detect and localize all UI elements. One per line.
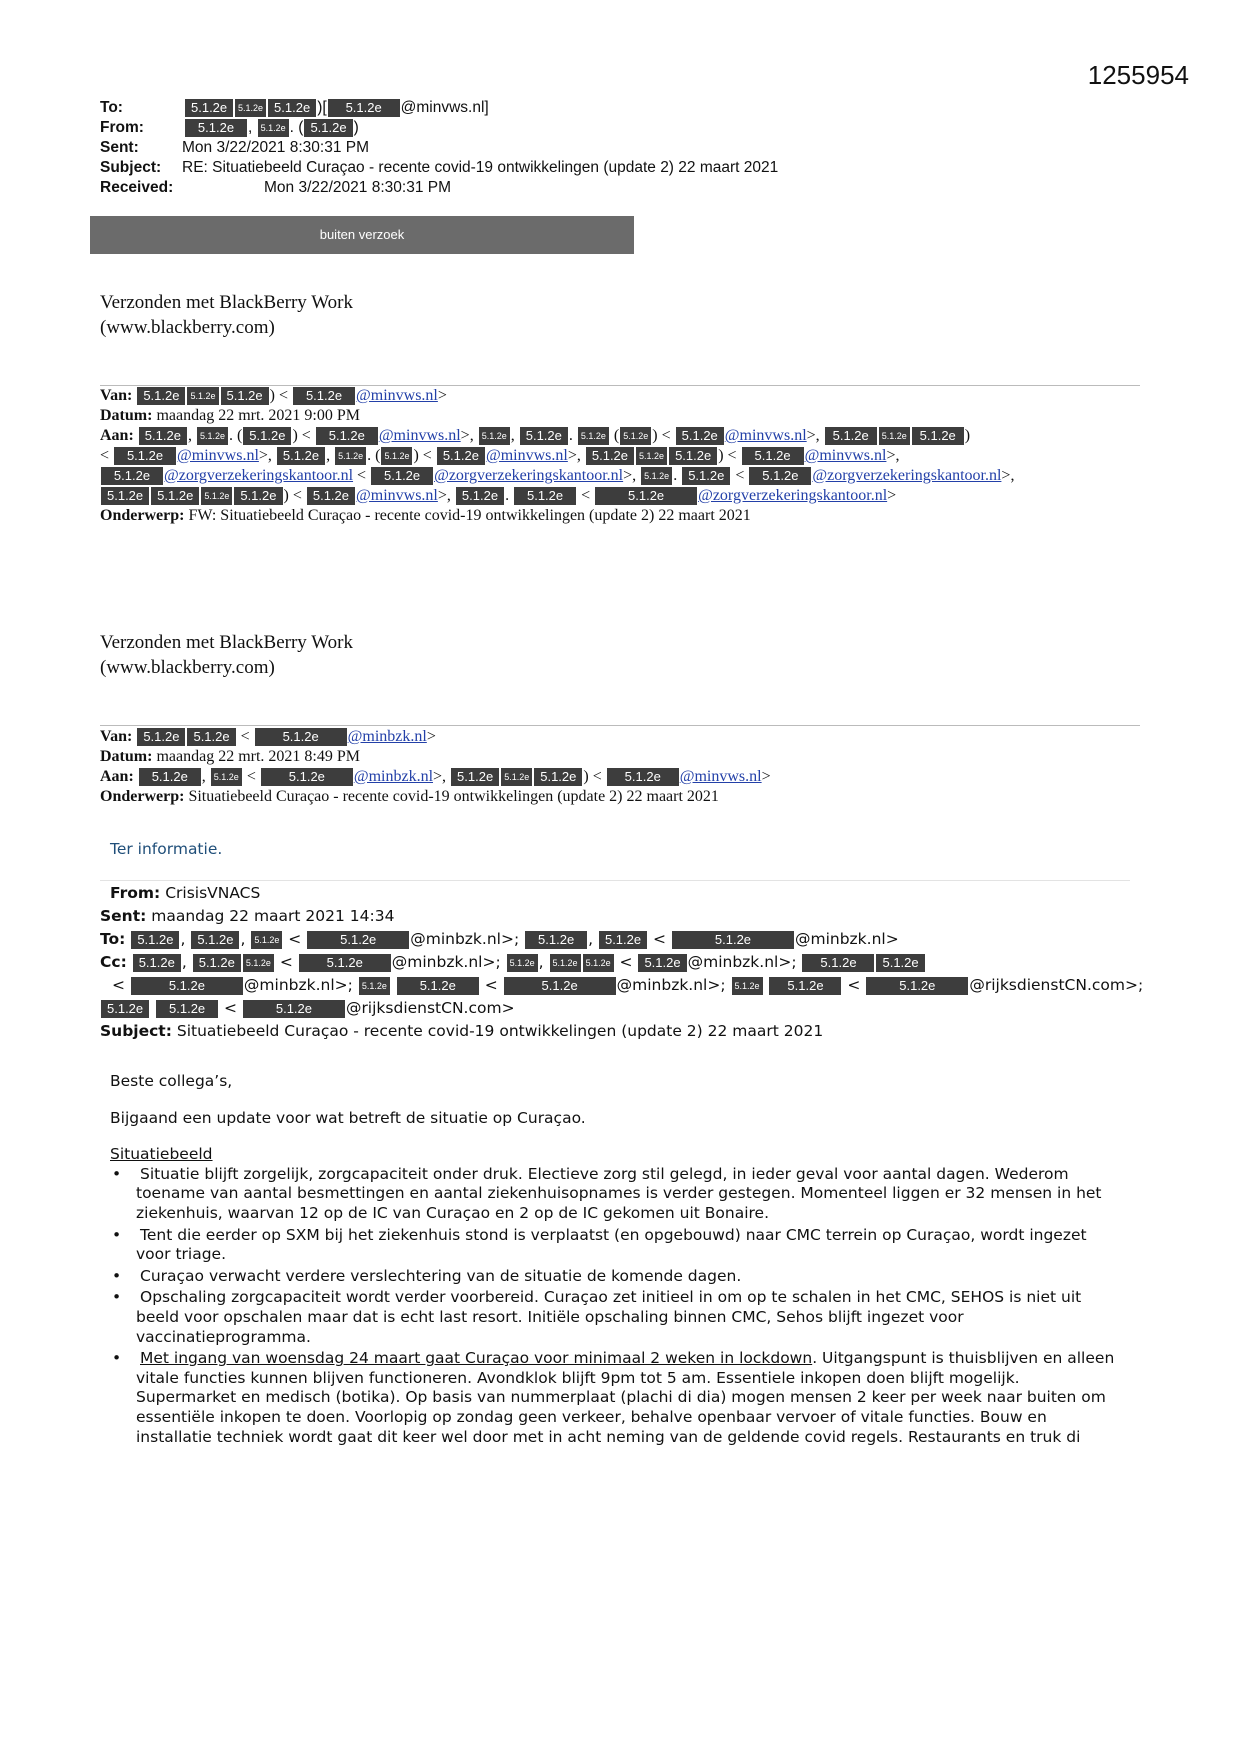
- subject-value: Situatiebeeld Curaçao - recente covid-19 ontwikkelingen (update 2) 22 maart 2021: [176, 1022, 824, 1040]
- email-link[interactable]: @zorgverzekeringskantoor.nl: [698, 487, 888, 504]
- bullet-line: ziekenhuis, waarvan 12 op de IC van Curaçao en 2 op de IC gekomen uit Bonaire.: [136, 1203, 769, 1222]
- bullet-line: • Situatie blijft zorgelijk, zorgcapaciteit onder druk. Electieve zorg stil gelegd, in ieder geval voor aantal dagen. Wederom: [140, 1164, 1069, 1183]
- document-number: 1255954: [1087, 60, 1189, 90]
- redaction: 5.1.2e: [742, 447, 804, 465]
- redaction: 5.1.2e: [451, 768, 499, 786]
- list-item: [100, 1349, 1140, 1447]
- redaction: 5.1.2e: [504, 977, 616, 995]
- subject-label: Subject:: [100, 1022, 172, 1040]
- redaction: 5.1.2e: [185, 99, 233, 117]
- redaction: 5.1.2e: [268, 99, 316, 117]
- redaction: 5.1.2e: [550, 954, 581, 972]
- redaction: 5.1.2e: [261, 768, 353, 786]
- email-link[interactable]: @zorgverzekeringskantoor.nl: [164, 467, 354, 484]
- divider: [100, 725, 1140, 726]
- redaction: 5.1.2e: [191, 931, 239, 949]
- to-domain: @minvws.nl]: [400, 99, 489, 116]
- redaction: 5.1.2e: [307, 487, 355, 505]
- email-link[interactable]: @minvws.nl: [679, 768, 762, 785]
- list-item: [100, 1267, 1140, 1287]
- to-label: To:: [100, 930, 126, 948]
- redaction: 5.1.2e: [583, 954, 614, 972]
- van-row: Van: 5.1.2e 5.1.2e 5.1.2e ) < 5.1.2e @minvws.nl>: [100, 387, 447, 404]
- redaction: 5.1.2e: [676, 427, 724, 445]
- redaction: 5.1.2e: [607, 768, 679, 786]
- bullet-line: Supermarket en medisch (botika). Op basis van nummerplaat (plachi di dia) mogen mensen 2 keer per week naar buiten om: [136, 1388, 1106, 1407]
- to-row: To: 5.1.2e 5.1.2e 5.1.2e )[ 5.1.2e @minvws.nl]: [100, 99, 489, 116]
- from-label: From:: [100, 119, 144, 136]
- redaction: 5.1.2e: [151, 487, 199, 505]
- bullet-list: [100, 1165, 1140, 1447]
- signature-line-1: Verzonden met BlackBerry Work: [100, 632, 353, 653]
- redaction: 5.1.2e: [586, 447, 634, 465]
- signature-line-1: Verzonden met BlackBerry Work: [100, 292, 353, 313]
- redaction: 5.1.2e: [235, 99, 266, 117]
- van-label: Van:: [100, 728, 133, 745]
- subject-label: Subject:: [100, 159, 162, 176]
- van-row: Van: 5.1.2e 5.1.2e < 5.1.2e @minbzk.nl>: [100, 728, 436, 745]
- email-link[interactable]: @minvws.nl: [177, 447, 259, 464]
- sent-value: Mon 3/22/2021 8:30:31 PM: [182, 139, 369, 156]
- bullet-line: beeld voor opschalen maar dat is echt last resort. Initiële opschaling binnen CMC, Sehos blijft ingezet voor: [136, 1307, 964, 1326]
- datum-value: maandag 22 mrt. 2021 9:00 PM: [156, 407, 360, 424]
- email-link[interactable]: @minbzk.nl: [353, 768, 434, 785]
- greeting: Beste collega’s,: [110, 1072, 233, 1090]
- redaction: 5.1.2e: [335, 447, 366, 465]
- redaction: 5.1.2e: [185, 119, 247, 137]
- from-label: From:: [110, 884, 161, 902]
- redaction: 5.1.2e: [672, 931, 794, 949]
- email-link[interactable]: @minvws.nl: [804, 447, 887, 464]
- datum-value: maandag 22 mrt. 2021 8:49 PM: [156, 748, 360, 765]
- email-link[interactable]: @minvws.nl: [378, 427, 461, 444]
- redaction: 5.1.2e: [258, 119, 289, 137]
- redaction: 5.1.2e: [243, 427, 291, 445]
- redaction: 5.1.2e: [876, 954, 924, 972]
- email-domain: @rijksdienstCN.com: [969, 976, 1125, 994]
- email-link[interactable]: @minvws.nl: [724, 427, 807, 444]
- to-label: To:: [100, 99, 123, 116]
- bullet-line-rest: . Uitgangspunt is thuisblijven en alleen: [812, 1349, 1115, 1368]
- email-domain: @minbzk.nl: [243, 976, 335, 994]
- aan-row: Aan: 5.1.2e , 5.1.2e < 5.1.2e @minbzk.nl>, 5.1.2e 5.1.2e 5.1.2e ) < 5.1.2e @minvws.nl>: [100, 768, 771, 785]
- redaction: 5.1.2e: [371, 467, 433, 485]
- redaction: 5.1.2e: [595, 487, 697, 505]
- cc-label: Cc:: [100, 953, 127, 971]
- redaction: 5.1.2e: [243, 1000, 345, 1018]
- aan-label: Aan:: [100, 768, 134, 785]
- redaction: 5.1.2e: [620, 427, 651, 445]
- redaction: 5.1.2e: [507, 954, 538, 972]
- intro-text: Bijgaand een update voor wat betreft de situatie op Curaçao.: [110, 1108, 586, 1127]
- redaction: 5.1.2e: [201, 487, 232, 505]
- redaction: 5.1.2e: [137, 728, 185, 746]
- redaction: 5.1.2e: [304, 119, 352, 137]
- redaction: 5.1.2e: [139, 427, 187, 445]
- redaction: 5.1.2e: [251, 931, 282, 949]
- redaction: 5.1.2e: [328, 99, 400, 117]
- cc-row-2: < 5.1.2e @minbzk.nl>; 5.1.2e 5.1.2e < 5.1.2e @minbzk.nl>; 5.1.2e 5.1.2e < 5.1.2e @rijksdienstCN.com>;: [112, 976, 1144, 994]
- redaction: 5.1.2e: [749, 467, 811, 485]
- onderwerp-row: [100, 506, 1014, 526]
- redaction: 5.1.2e: [197, 427, 228, 445]
- email-link[interactable]: @zorgverzekeringskantoor.nl: [812, 467, 1002, 484]
- redaction: 5.1.2e: [193, 954, 241, 972]
- received-row: [100, 178, 778, 198]
- redaction: 5.1.2e: [769, 977, 841, 995]
- redaction: 5.1.2e: [255, 728, 347, 746]
- onderwerp-label: Onderwerp:: [100, 507, 185, 524]
- redaction: 5.1.2e: [682, 467, 730, 485]
- redaction: 5.1.2e: [501, 768, 532, 786]
- redaction: 5.1.2e: [307, 931, 409, 949]
- redaction: 5.1.2e: [912, 427, 964, 445]
- redaction: 5.1.2e: [456, 487, 504, 505]
- redaction: 5.1.2e: [879, 427, 910, 445]
- van-label: Van:: [100, 387, 133, 404]
- sent-label: Sent:: [100, 907, 147, 925]
- section-heading: Situatiebeeld: [110, 1145, 213, 1164]
- from-row: From: 5.1.2e , 5.1.2e . ( 5.1.2e ): [100, 119, 359, 136]
- list-item: [100, 1165, 1140, 1224]
- received-label: Received:: [100, 179, 174, 196]
- redaction: 5.1.2e: [359, 977, 390, 995]
- signature-1: [100, 290, 353, 340]
- redaction: 5.1.2e: [234, 487, 282, 505]
- email-domain: @rijksdienstCN.com: [345, 999, 502, 1017]
- onderwerp-value: Situatiebeeld Curaçao - recente covid-19 ontwikkelingen (update 2) 22 maart 2021: [188, 788, 719, 805]
- cc-row: Cc: 5.1.2e , 5.1.2e 5.1.2e < 5.1.2e @minbzk.nl>; 5.1.2e , 5.1.2e 5.1.2e < 5.1.2e @minbzk.nl>; 5.1.2e 5.1.2e: [100, 951, 1143, 974]
- received-value: Mon 3/22/2021 8:30:31 PM: [264, 179, 451, 196]
- redaction: 5.1.2e: [520, 427, 568, 445]
- redaction: 5.1.2e: [187, 728, 235, 746]
- redaction: 5.1.2e: [514, 487, 576, 505]
- ter-informatie: Ter informatie.: [110, 840, 223, 858]
- email-header-4: [100, 882, 1143, 1043]
- sent-value: maandag 22 maart 2021 14:34: [151, 907, 395, 925]
- email-link[interactable]: @minvws.nl: [356, 387, 438, 404]
- list-item: [100, 1288, 1140, 1347]
- redaction: 5.1.2e: [578, 427, 609, 445]
- bullet-line: toename van aantal besmettingen en aantal ziekenhuisopnames is verder gestegen. Momenteel liggen er 32 mensen in het: [136, 1184, 1102, 1203]
- onderwerp-label: Onderwerp:: [100, 788, 185, 805]
- datum-row: [100, 747, 771, 767]
- redaction: 5.1.2e: [211, 768, 242, 786]
- from-value: CrisisVNACS: [165, 884, 261, 902]
- datum-label: Datum:: [100, 748, 153, 765]
- redaction: 5.1.2e: [599, 931, 647, 949]
- redaction: 5.1.2e: [638, 954, 686, 972]
- from-row: [100, 882, 1143, 905]
- redaction: 5.1.2e: [525, 931, 587, 949]
- redaction: 5.1.2e: [187, 387, 218, 405]
- redaction: 5.1.2e: [133, 954, 181, 972]
- bullet-line: vitale functies kunnen blijven functioneren. Avondklok blijft 9pm tot 5 am. Essentiele inkopen doen blijft mogelijk.: [136, 1368, 1020, 1387]
- email-domain: @minbzk.nl: [410, 930, 501, 948]
- redaction: 5.1.2e: [669, 447, 717, 465]
- onderwerp-row: [100, 787, 771, 807]
- redaction: 5.1.2e: [101, 487, 149, 505]
- redaction: 5.1.2e: [139, 768, 201, 786]
- redaction: 5.1.2e: [277, 447, 325, 465]
- aan-row: Aan: 5.1.2e , 5.1.2e . ( 5.1.2e ) < 5.1.2e @minvws.nl>, 5.1.2e , 5.1.2e . 5.1.2e ( 5.1.2e ) < 5.1.2e @minvws.nl>, 5.1.2e 5.1.2e 5.1.2e ): [100, 427, 971, 444]
- cc-row-3: 5.1.2e 5.1.2e < 5.1.2e @rijksdienstCN.com>: [100, 997, 1143, 1020]
- email-header-2: [100, 386, 1014, 526]
- redaction: 5.1.2e: [534, 768, 582, 786]
- redaction: 5.1.2e: [641, 467, 672, 485]
- redaction: 5.1.2e: [114, 447, 176, 465]
- redaction: 5.1.2e: [866, 977, 968, 995]
- redaction: 5.1.2e: [101, 1000, 149, 1018]
- redaction: 5.1.2e: [802, 954, 874, 972]
- list-item: [100, 1226, 1140, 1265]
- bullet-line: installatie techniek wordt gaat dit keer wel door met in acht neming van de geldende covid regels. Restaurants en truk di: [136, 1427, 1081, 1446]
- email-domain: @minbzk.nl: [616, 976, 708, 994]
- redaction: 5.1.2e: [131, 931, 179, 949]
- redaction: 5.1.2e: [316, 427, 378, 445]
- signature-2: [100, 630, 353, 680]
- datum-row: [100, 406, 1014, 426]
- redaction: 5.1.2e: [732, 977, 763, 995]
- bullet-line: voor triage.: [136, 1245, 226, 1264]
- sent-label: Sent:: [100, 139, 139, 156]
- aan-row-2: < 5.1.2e @minvws.nl>, 5.1.2e , 5.1.2e . ( 5.1.2e ) < 5.1.2e @minvws.nl>, 5.1.2e 5.1.2e 5.1.2e ) < 5.1.2e @minvws.nl>,: [100, 447, 900, 464]
- email-link[interactable]: @zorgverzekeringskantoor.nl: [434, 467, 624, 484]
- aan-row-3: 5.1.2e @zorgverzekeringskantoor.nl < 5.1.2e @zorgverzekeringskantoor.nl>, 5.1.2e . 5.1.2e < 5.1.2e @zorgverzekeringskantoor.nl>,: [100, 466, 1014, 486]
- onderwerp-value: FW: Situatiebeeld Curaçao - recente covid-19 ontwikkelingen (update 2) 22 maart 2021: [188, 507, 751, 524]
- email-link[interactable]: @minbzk.nl: [347, 728, 427, 745]
- redaction: 5.1.2e: [299, 954, 391, 972]
- email-header-3: [100, 727, 771, 807]
- sent-row: [100, 905, 1143, 928]
- to-row: To: 5.1.2e , 5.1.2e , 5.1.2e < 5.1.2e @minbzk.nl>; 5.1.2e , 5.1.2e < 5.1.2e @minbzk.nl>: [100, 930, 899, 948]
- bullet-line: vaccinatieprogramma.: [136, 1327, 311, 1346]
- redaction: 5.1.2e: [636, 447, 667, 465]
- redaction: 5.1.2e: [437, 447, 485, 465]
- email-domain: @minbzk.nl: [391, 953, 483, 971]
- redaction: 5.1.2e: [293, 387, 355, 405]
- redaction: 5.1.2e: [221, 387, 269, 405]
- redaction: 5.1.2e: [397, 977, 479, 995]
- bullet-line: • Curaçao verwacht verdere verslechtering van de situatie de komende dagen.: [140, 1266, 742, 1285]
- email-link[interactable]: @minvws.nl: [356, 487, 438, 504]
- aan-row-4: 5.1.2e 5.1.2e 5.1.2e 5.1.2e ) < 5.1.2e @minvws.nl>, 5.1.2e . 5.1.2e < 5.1.2e @zorgverzekeringskantoor.nl>: [100, 486, 1014, 506]
- sent-row: [100, 138, 778, 158]
- redaction-banner: buiten verzoek: [90, 216, 634, 254]
- lockdown-highlight: Met ingang van woensdag 24 maart gaat Curaçao voor minimaal 2 weken in lockdown: [140, 1349, 813, 1368]
- bullet-line: • Opschaling zorgcapaciteit wordt verder voorbereid. Curaçao zet initieel in om op te schalen in het CMC, SEHOS is niet uit: [140, 1288, 1082, 1307]
- redaction: 5.1.2e: [131, 977, 243, 995]
- divider: [100, 880, 1130, 881]
- redaction: 5.1.2e: [243, 954, 274, 972]
- signature-line-2: (www.blackberry.com): [100, 657, 275, 678]
- signature-line-2: (www.blackberry.com): [100, 317, 275, 338]
- email-domain: @minbzk.nl: [687, 953, 779, 971]
- redaction: 5.1.2e: [825, 427, 877, 445]
- subject-value: RE: Situatiebeeld Curaçao - recente covid-19 ontwikkelingen (update 2) 22 maart 2021: [182, 159, 779, 176]
- redaction: 5.1.2e: [381, 447, 412, 465]
- redaction: 5.1.2e: [479, 427, 510, 445]
- subject-row: [100, 1020, 1143, 1043]
- aan-label: Aan:: [100, 427, 134, 444]
- redaction: 5.1.2e: [156, 1000, 218, 1018]
- email-domain: @minbzk.nl: [794, 930, 886, 948]
- bullet-line: essentiële inkopen te doen. Voorlopig op zondag geen verkeer, behalve openbaar vervoer of vitale functies. Bouw en: [136, 1407, 1047, 1426]
- email-header-1: [100, 98, 778, 198]
- redaction: 5.1.2e: [137, 387, 185, 405]
- email-link[interactable]: @minvws.nl: [485, 447, 568, 464]
- bullet-line: • Tent die eerder op SXM bij het ziekenhuis stond is verplaatst (en opgebouwd) naar CMC terrein op Curaçao, wordt ingezet: [140, 1225, 1087, 1244]
- redaction: 5.1.2e: [101, 467, 163, 485]
- datum-label: Datum:: [100, 407, 153, 424]
- email-body: [110, 1072, 1140, 1449]
- bullet-line: [136, 1349, 1140, 1369]
- subject-row: [100, 158, 778, 178]
